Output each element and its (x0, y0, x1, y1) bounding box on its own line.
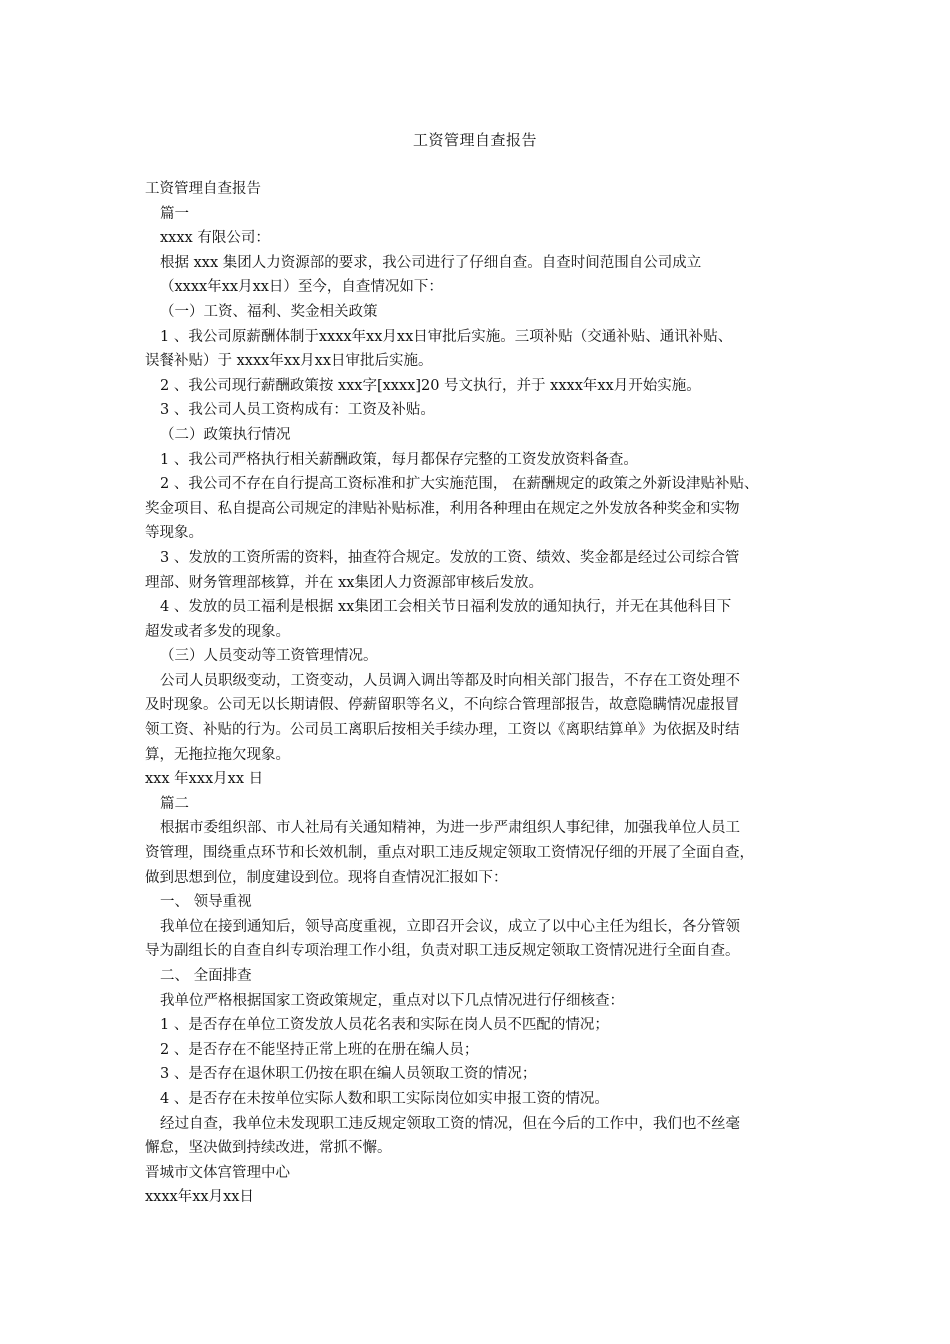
text-line: （xxxx年xx月xx日）至今，自查情况如下： (160, 279, 443, 296)
text-line: xxxx年xx月xx日 (145, 1189, 254, 1206)
text-line: 超发或者多发的现象。 (145, 623, 290, 640)
text-line: 理部、财务管理部核算，并在 xx集团人力资源部审核后发放。 (145, 574, 543, 591)
text-line: 2 、是否存在不能坚持正常上班的在册在编人员； (160, 1041, 479, 1058)
text-line: 篇二 (160, 795, 189, 812)
text-line: （三）人员变动等工资管理情况。 (160, 648, 378, 665)
text-line: 误餐补贴）于 xxxx年xx月xx日审批后实施。 (145, 353, 433, 370)
text-line: 根据 xxx 集团人力资源部的要求，我公司进行了仔细自查。自查时间范围自公司成立 (160, 254, 702, 271)
text-line: xxxx 有限公司： (160, 230, 270, 247)
text-line: 2 、我公司现行薪酬政策按 xxx字[xxxx]20 号文执行，并于 xxxx年xx月开始实施。 (160, 377, 701, 394)
text-line: 1 、我公司严格执行相关薪酬政策，每月都保存完整的工资发放资料备查。 (160, 451, 638, 468)
text-line: 做到思想到位，制度建设到位。现将自查情况汇报如下： (145, 869, 508, 886)
text-line: 懈怠，坚决做到持续改进，常抓不懈。 (145, 1140, 392, 1157)
text-line: 工资管理自查报告 (145, 181, 261, 197)
text-line: （二）政策执行情况 (160, 426, 291, 443)
text-line: xxx 年xxx月xx 日 (145, 771, 264, 788)
text-line: 3 、是否存在退休职工仍按在职在编人员领取工资的情况； (160, 1066, 537, 1083)
text-line: 1 、我公司原薪酬体制于xxxx年xx月xx日审批后实施。三项补贴（交通补贴、通讯补贴、 (160, 328, 733, 345)
text-line: 我单位在接到通知后，领导高度重视，立即召开会议，成立了以中心主任为组长，各分管领 (160, 918, 740, 935)
text-line: 领工资、补贴的行为。公司员工离职后按相关手续办理，工资以《离职结算单》为依据及时结 (145, 722, 740, 739)
text-line: 我单位严格根据国家工资政策规定，重点对以下几点情况进行仔细核查： (160, 992, 624, 1009)
text-line: 2 、我公司不存在自行提高工资标准和扩大实施范围， 在薪酬规定的政策之外新设津贴补贴、 (160, 476, 759, 493)
text-line: 4 、发放的员工福利是根据 xx集团工会相关节日福利发放的通知执行，并无在其他科目下 (160, 599, 732, 616)
document-body (145, 177, 825, 1210)
text-line: 算，无拖拉拖欠现象。 (145, 746, 290, 763)
text-line: 一、 领导重视 (160, 894, 252, 911)
text-line: （一）工资、福利、奖金相关政策 (160, 303, 378, 320)
text-line: 3 、发放的工资所需的资料，抽查符合规定。发放的工资、绩效、奖金都是经过公司综合管 (160, 549, 740, 566)
text-line: 公司人员职级变动，工资变动，人员调入调出等都及时向相关部门报告，不存在工资处理不 (160, 672, 740, 689)
text-line: 资管理，围绕重点环节和长效机制，重点对职工违反规定领取工资情况仔细的开展了全面自查， (145, 845, 754, 862)
text-line: 奖金项目、私自提高公司规定的津贴补贴标准，利用各种理由在规定之外发放各种奖金和实物 (145, 500, 740, 517)
text-line: 经过自查，我单位未发现职工违反规定领取工资的情况，但在今后的工作中，我们也不丝毫 (160, 1115, 740, 1132)
text-line: 等现象。 (145, 525, 203, 542)
text-line: 篇一 (160, 205, 189, 222)
text-line: 晋城市文体宫管理中心 (145, 1164, 290, 1181)
text-line: 及时现象。公司无以长期请假、停薪留职等名义，不向综合管理部报告，故意隐瞒情况虚报冒 (145, 697, 740, 714)
text-line: 4 、是否存在未按单位实际人数和职工实际岗位如实申报工资的情况。 (160, 1090, 609, 1107)
document-title: 工资管理自查报告 (412, 131, 537, 149)
text-line: 根据市委组织部、市人社局有关通知精神，为进一步严肃组织人事纪律，加强我单位人员工 (160, 820, 740, 837)
text-line: 二、 全面排查 (160, 968, 252, 984)
text-line: 1 、是否存在单位工资发放人员花名表和实际在岗人员不匹配的情况； (160, 1017, 609, 1034)
text-line: 3 、我公司人员工资构成有：工资及补贴。 (160, 402, 435, 419)
text-line: 导为副组长的自查自纠专项治理工作小组，负责对职工违反规定领取工资情况进行全面自查。 (145, 943, 740, 960)
